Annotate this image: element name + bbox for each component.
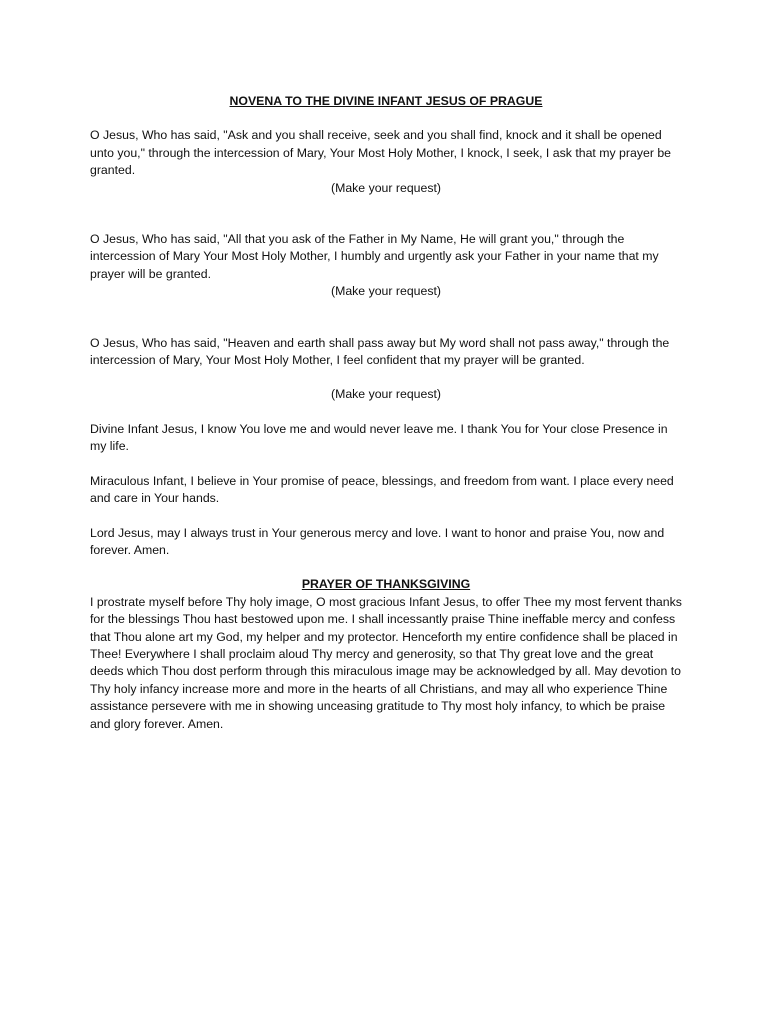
spacer [90, 404, 682, 421]
prayer-paragraph-2: O Jesus, Who has said, "All that you ask of the Father in My Name, He will grant you," through the intercession of Mary Your Most Holy Mother, I humbly and urgently ask your Father in your name that my prayer will be granted. [90, 232, 659, 281]
spacer [90, 301, 682, 335]
request-line-2: (Make your request) [330, 284, 442, 299]
prayer-paragraph-4: Divine Infant Jesus, I know You love me and would never leave me. I thank You for Your close Presence in my life. [90, 421, 668, 454]
spacer [90, 197, 682, 231]
prayer-paragraph-3: O Jesus, Who has said, "Heaven and earth shall pass away but My word shall not pass away," through the intercession of Mary, Your Most Holy Mother, I feel confident that my prayer will be granted. [90, 335, 670, 368]
prayer-paragraph-6: Lord Jesus, may I always trust in Your generous mercy and love. I want to honor and praise You, now and forever. Amen. [90, 525, 665, 557]
request-line-1: (Make your request) [330, 180, 442, 195]
document-title: NOVENA TO THE DIVINE INFANT JESUS OF PRAGUE [229, 94, 543, 108]
spacer [90, 559, 682, 576]
thanksgiving-paragraph: I prostrate myself before Thy holy image, O most gracious Infant Jesus, to offer Thee my most fervent thanks for the blessings Thou hast bestowed upon me. I shall incessantly praise Thine ineffable mercy and confess that Thou alone art my God, my helper and my protector. Henceforth my entire confidence shall be placed in Thee! Everywhere I shall proclaim aloud Thy mercy and generosity, so that Thy great love and the great deeds which Thou dost perform through this miraculous image may be acknowledged by all. May devotion to Thy holy infancy increase more and more in the hearts of all Christians, and may all who experience Thine assistance persevere with me in showing unceasing gratitude to Thy most holy infancy, to which be praise and glory forever. Amen. [90, 594, 682, 731]
document-body [90, 93, 682, 733]
prayer-paragraph-5: Miraculous Infant, I believe in Your promise of peace, blessings, and freedom from want. I place every need and care in Your hands. [90, 473, 674, 506]
spacer [90, 508, 682, 525]
spacer [90, 369, 682, 386]
spacer [90, 456, 682, 473]
request-line-3: (Make your request) [330, 387, 442, 402]
prayer-paragraph-1: O Jesus, Who has said, "Ask and you shall receive, seek and you shall find, knock and it shall be opened unto you," through the intercession of Mary, Your Most Holy Mother, I knock, I seek, I ask that my prayer be granted. [90, 128, 672, 178]
thanksgiving-title: PRAYER OF THANKSGIVING [301, 577, 471, 592]
